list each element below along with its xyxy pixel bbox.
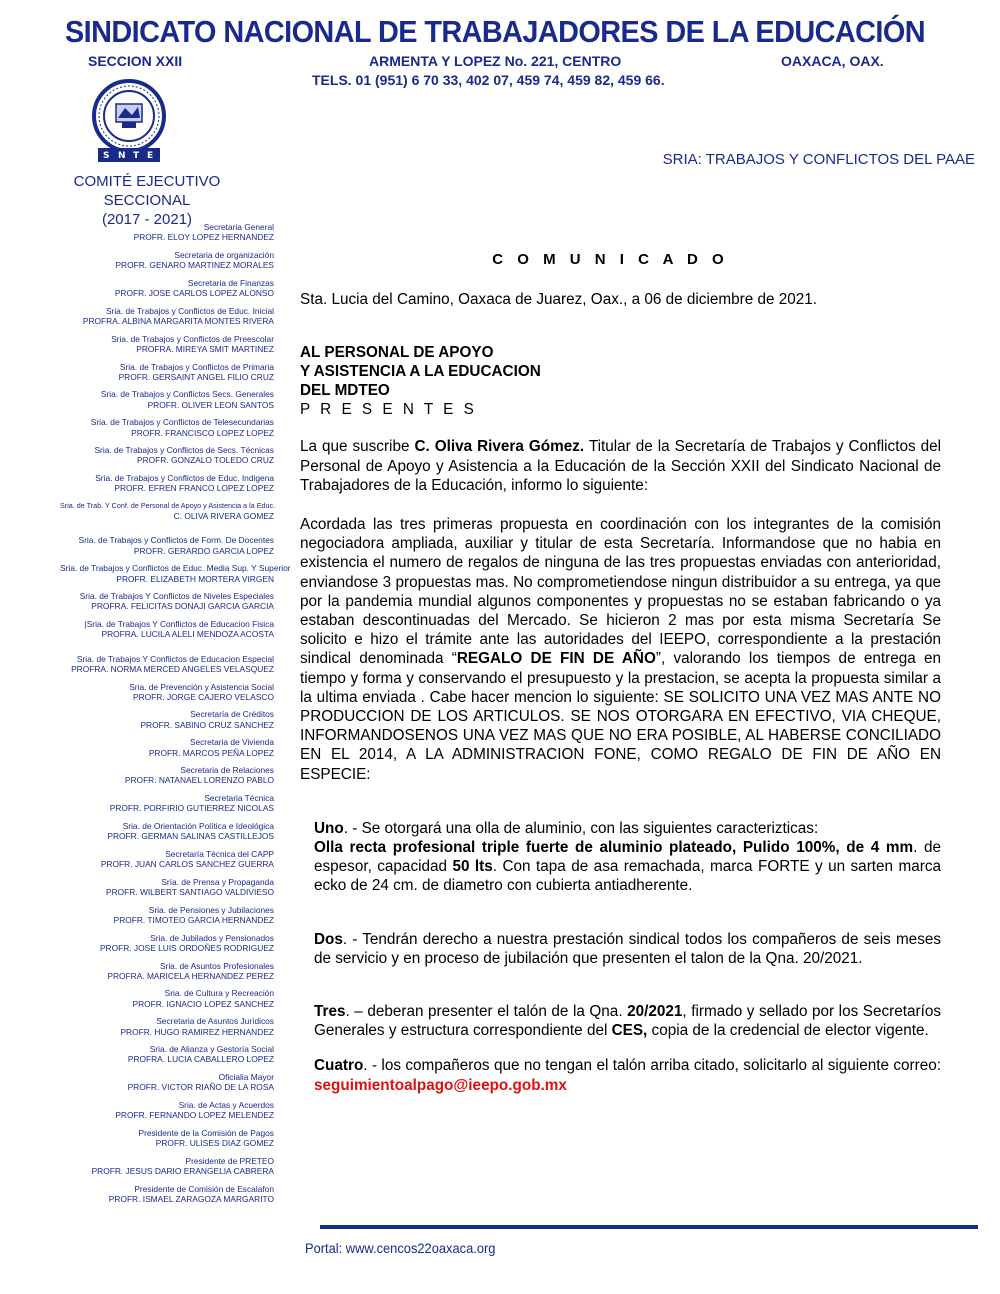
member-role: Sria. de Actas y Acuerdos	[178, 1100, 274, 1111]
list-item	[60, 563, 291, 584]
text-run: . - Tendrán derecho a nuestra prestación sindical todos los compañeros de seis meses de servicio y en proceso de jubilación que presenten el talon de la Qna. 20/2021.	[314, 930, 941, 967]
list-item	[60, 988, 274, 1008]
member-name: PROFR. GERARDO GARCIA LOPEZ	[133, 545, 274, 556]
member-role: Presidente de la Comisión de Pagos	[138, 1128, 274, 1138]
list-item	[60, 765, 274, 785]
member-name: PROFR. GONZALO TOLEDO CRUZ	[137, 455, 274, 466]
point-tres	[314, 1002, 941, 1040]
member-role: Sria. de Trabajos y Conflictos de Primaria	[119, 361, 274, 372]
text-run: . - Se otorgará una olla de aluminio, con las siguientes caracterizticas:	[343, 819, 819, 837]
committee-heading	[38, 172, 256, 229]
seal-letter: N	[118, 151, 126, 161]
member-role: Sria. de Pensiones y Jubilaciones	[148, 904, 274, 915]
point-cuatro	[314, 1056, 941, 1094]
member-role: Secretaria de Relaciones	[180, 765, 274, 776]
member-role: Sria. de Trab. Y Conf. de Personal de Apoyo y Asistencia a la Educ.	[60, 501, 276, 511]
member-name: PROFR. GERMAN SALINAS CASTILLEJOS	[107, 831, 274, 842]
member-role: Sria. de Trabajos y Conflictos de Educ. Indigena	[95, 473, 274, 484]
list-item	[60, 1156, 274, 1176]
member-role: Sria. de Trabajos y Conflictos de Educ. Media Sup. Y Superior	[60, 563, 291, 574]
addressee-block	[300, 343, 941, 419]
letter-body	[300, 250, 941, 1095]
list-item	[60, 1184, 274, 1204]
letter-date: Sta. Lucia del Camino, Oaxaca de Juarez, Oax., a 06 de diciembre de 2021.	[300, 291, 817, 309]
member-role: Presidente de PRETEO	[185, 1155, 274, 1166]
member-name: PROFRA. ALBINA MARGARITA MONTES RIVERA	[82, 315, 274, 326]
list-item	[60, 445, 274, 465]
member-role: Presidente de Comisión de Escalafon	[134, 1183, 274, 1194]
list-item	[60, 417, 274, 437]
member-role: Sria. de Orientación Política e Ideológica	[122, 821, 274, 832]
list-item	[60, 933, 274, 953]
city-label: OAXACA, OAX.	[781, 53, 884, 69]
member-name: PROFR. FERNANDO LOPEZ MELENDEZ	[115, 1110, 274, 1121]
gift-name: REGALO DE FIN DE AÑO	[456, 650, 656, 668]
member-name: C. OLIVA RIVERA GOMEZ	[173, 511, 274, 522]
member-name: PROFR. NATANAEL LORENZO PABLO	[124, 775, 274, 786]
point-label: Cuatro	[314, 1057, 364, 1075]
member-name: PROFR. PORFIRIO GUTIERREZ NICOLAS	[109, 803, 274, 814]
body-paragraph	[300, 515, 941, 784]
intro-paragraph	[300, 437, 941, 495]
address-label: ARMENTA Y LOPEZ No. 221, CENTRO	[369, 53, 622, 69]
member-name: PROFR. MARCOS PEÑA LOPEZ	[148, 747, 274, 758]
member-name: PROFR. TIMOTEO GARCIA HERNANDEZ	[113, 914, 274, 925]
member-name: PROFRA. LUCIA CABALLERO LOPEZ	[127, 1054, 274, 1065]
list-item	[60, 905, 274, 925]
member-role: Sria. de Trabajos y Conflictos de Form. De Docentes	[78, 535, 274, 546]
member-name: PROFR. EFREN FRANCO LOPEZ LOPEZ	[114, 483, 274, 494]
committee-members-list	[60, 222, 291, 1212]
member-name: PROFR. FRANCISCO LOPEZ LOPEZ	[131, 427, 274, 438]
text-run: . de espesor, capacidad	[314, 839, 942, 876]
list-item	[60, 654, 274, 674]
list-item	[60, 619, 274, 639]
footer-divider	[320, 1225, 978, 1229]
list-item	[60, 501, 274, 521]
member-name: PROFR. JOSE LUIS ORDOÑES RODRIGUEZ	[99, 942, 274, 953]
member-name: PROFR. ISMAEL ZARAGOZA MARGARITO	[108, 1194, 274, 1205]
member-role: Sria. de Trabajos y Conflictos de Preescolar	[111, 333, 274, 344]
text-run-bold: CES,	[611, 1022, 648, 1040]
text-run-bold: 20/2021	[627, 1003, 683, 1021]
member-name: PROFRA. MIREYA SMIT MARTINEZ	[136, 343, 274, 354]
union-title: SINDICATO NACIONAL DE TRABAJADORES DE LA EDUCACIÓN	[64, 14, 925, 49]
list-item	[60, 591, 274, 611]
member-name: PROFRA. NORMA MERCED ANGELES VELASQUEZ	[71, 663, 274, 674]
member-role: Secretaría Técnica del CAPP	[165, 848, 274, 859]
list-item	[60, 961, 274, 981]
member-role: Sria. de Trabajos Y Conflictos de Educacion Especial	[76, 653, 274, 664]
member-name: PROFR. JOSE CARLOS LOPEZ ALONSO	[114, 288, 274, 299]
text-run: , firmado y sellado por los Secretaríos Generales y estructura correspondiente del	[314, 1003, 941, 1040]
portal-link[interactable]: Portal: www.cencos22oaxaca.org	[305, 1240, 496, 1256]
letter-heading: C O M U N I C A D O	[492, 251, 729, 268]
member-name: PROFR. ULISES DIAZ GOMEZ	[155, 1138, 274, 1149]
member-role: Secretaria de organización	[174, 249, 274, 260]
list-item	[60, 1044, 274, 1064]
signer-name: C. Oliva Rivera Gómez.	[414, 438, 585, 456]
list-item	[60, 334, 274, 354]
list-item	[60, 1072, 274, 1092]
member-name: PROFR. ELOY LOPEZ HERNANDEZ	[133, 232, 274, 243]
member-name: PROFR. JORGE CAJERO VELASCO	[132, 691, 274, 702]
member-role: Sria. de Trabajos Y Conflictos de Niveles Especiales	[79, 591, 274, 602]
list-item	[60, 222, 274, 242]
member-role: Secretaria de Finanzas	[187, 277, 274, 288]
member-role: Secretaria de Asuntos Jurídicos	[156, 1016, 274, 1027]
member-role: |Sria. de Trabajos Y Conflictos de Educacion Fisica	[84, 619, 274, 630]
list-item	[60, 849, 274, 869]
member-role: Oficialia Mayor	[218, 1072, 274, 1083]
member-role: Sria. de Cultura y Recreación	[164, 988, 274, 999]
member-role: Sria. de Jubilados y Pensionados	[150, 932, 274, 943]
member-role: Sria. de Trabajos y Conflictos de Secs. Técnicas	[94, 445, 274, 456]
member-role: Sria. de Trabajos y Conflictos Secs. Generales	[100, 389, 274, 400]
committee-period: (2017 - 2021)	[101, 211, 193, 228]
list-item	[60, 250, 274, 270]
member-name: PROFRA. FELICITAS DONAJI GARCIA GARCIA	[91, 601, 274, 612]
committee-title: COMITÉ EJECUTIVO SECCIONAL	[73, 173, 221, 209]
point-label: Uno	[314, 819, 344, 837]
member-name: PROFRA. MARICELA HERNANDEZ PEREZ	[107, 970, 274, 981]
point-label: Tres	[314, 1003, 346, 1021]
member-role: Secretaria General	[203, 222, 274, 232]
seal-letter: S	[103, 151, 110, 161]
text-run: Titular de la Secretaría de Trabajos y Conflictos del Personal de Apoyo y Asistencia a la Educación de la Sección XXII del Sindicato Nacional de Trabajadores de la Educación, informo lo siguiente:	[300, 438, 942, 494]
snte-seal-logo	[88, 78, 170, 164]
list-item	[60, 389, 274, 409]
text-run: . Con tapa de asa remachada, marca FORTE y un sarten marca ecko de 24 cm. de diametro con cubierta antiadherente.	[314, 858, 941, 895]
text-run: La que suscribe	[300, 438, 415, 456]
list-item	[60, 877, 274, 897]
member-role: Sria. de Prevención y Asistencia Social	[129, 681, 274, 692]
member-role: Sria. de Alianza y Gestoría Social	[149, 1044, 274, 1055]
member-name: PROFR. SABINO CRUZ SANCHEZ	[140, 719, 274, 730]
text-run: copia de la credencial de elector vigente.	[647, 1022, 929, 1040]
member-name: PROFR. VICTOR RIAÑO DE LA ROSA	[127, 1082, 274, 1093]
email-link[interactable]: seguimientoalpago@ieepo.gob.mx	[314, 1076, 567, 1094]
list-item	[60, 737, 274, 757]
member-name: PROFR. OLIVER LEON SANTOS	[147, 399, 274, 410]
text-run-bold: Olla recta profesional triple fuerte de aluminio plateado, Pulido 100%, de 4 mm	[314, 839, 914, 857]
member-role: Secretaria Técnica	[204, 793, 274, 804]
point-uno	[314, 819, 941, 896]
member-name: PROFR. IGNACIO LOPEZ SANCHEZ	[132, 998, 274, 1009]
seal-letter: E	[147, 151, 154, 161]
seal-letter: T	[133, 151, 140, 161]
point-dos	[314, 930, 941, 968]
member-name: PROFR. HUGO RAMIREZ HERNANDEZ	[120, 1026, 274, 1037]
text-run: . - los compañeros que no tengan el talón arriba citado, solicitarlo al siguiente correo:	[363, 1057, 941, 1075]
phones-label: TELS. 01 (951) 6 70 33, 402 07, 459 74, 459 82, 459 66.	[312, 72, 665, 88]
list-item	[60, 535, 274, 555]
list-item	[60, 1100, 274, 1120]
list-item	[60, 306, 274, 326]
list-item	[60, 1016, 274, 1036]
list-item	[60, 793, 274, 813]
addressee-line: AL PERSONAL DE APOYO	[300, 344, 494, 362]
member-role: Sría. de Prensa y Propaganda	[161, 876, 274, 887]
member-role: Secretaría de Créditos	[190, 709, 274, 720]
list-item	[60, 709, 274, 729]
addressee-line: DEL MDTEO	[300, 382, 390, 400]
member-name: PROFR. ELIZABETH MORTERA VIRGEN	[116, 573, 274, 584]
point-label: Dos	[314, 930, 343, 948]
member-role: Sria. de Trabajos y Conflictos de Telesecundarias	[90, 417, 274, 428]
list-item	[60, 821, 274, 841]
text-run: ”, valorando los tiempos de entrega en tiempo y forma y conservando el presupuesto y la prestacion, se acepta la propuesta similar a la ultima enviada . Cabe hacer mencion lo siguiente: SE SOLICITO UNA VEZ MAS ANTE NO PRODUCCION DE LOS ARTICULOS. SE NOS OTORGARA EN EFECTIVO, VIA CHEQUE, INFORMANDOSENOS UNA VEZ MAS QUE NO ERA POSIBLE, AL HABERSE CONCILIADO EN EL 2014, A LA ADMINISTRACION FONE, COMO REGALO DE FIN DE AÑO EN ESPECIE:	[300, 650, 941, 783]
section-label: SECCION XXII	[88, 53, 183, 69]
member-name: PROFR. JESUS DARIO ERANGELIA CABRERA	[91, 1166, 274, 1177]
member-role: Sria. de Trabajos y Conflictos de Educ. Inicial	[105, 305, 274, 316]
text-run: . – deberan presenter el talón de la Qna.	[345, 1003, 628, 1021]
presentes-label: P R E S E N T E S	[300, 401, 477, 419]
text-run-bold: 50 lts	[452, 858, 493, 876]
member-name: PROFR. WILBERT SANTIAGO VALDIVIESO	[105, 887, 274, 898]
text-run: Acordada las tres primeras propuesta en coordinación con los integrantes de la comisión negociadora ampliada, auxiliar y titular de esta Secretaría. Informandose que no habia en existencia el numero de regalos de ninguna de las tres propuestas enviadas con anterioridad, enviandose 3 propuestas mas. No comprometiendose ningun distribuidor a su entrega, ya que por la pandemia mundial algunos componentes y propuestas no se estaban fabricando o ya estaban descontinuadas del Mercado. Se hicieron 2 mas por esta misma Secretaría Se solicito e hizo el trámite ante las autoridades del IEEPO, correspondiente a la prestación sindical denominada “	[300, 516, 941, 668]
member-role: Sria. de Asuntos Profesionales	[159, 960, 274, 971]
member-name: PROFRA. LUCILA ALELI MENDOZA ACOSTA	[101, 629, 274, 640]
list-item	[60, 682, 274, 702]
member-name: PROFR. GENARO MARTINEZ MORALES	[115, 260, 274, 271]
list-item	[60, 473, 274, 493]
list-item	[60, 278, 274, 298]
sria-label: SRIA: TRABAJOS Y CONFLICTOS DEL PAAE	[662, 151, 975, 168]
member-role: Secretaria de Vivienda	[189, 737, 274, 748]
member-name: PROFR. GERSAINT ANGEL FILIO CRUZ	[118, 371, 274, 382]
list-item	[60, 362, 274, 382]
addressee-line: Y ASISTENCIA A LA EDUCACION	[300, 363, 541, 381]
list-item	[60, 1128, 274, 1148]
member-name: PROFR. JUAN CARLOS SANCHEZ GUERRA	[100, 859, 274, 870]
